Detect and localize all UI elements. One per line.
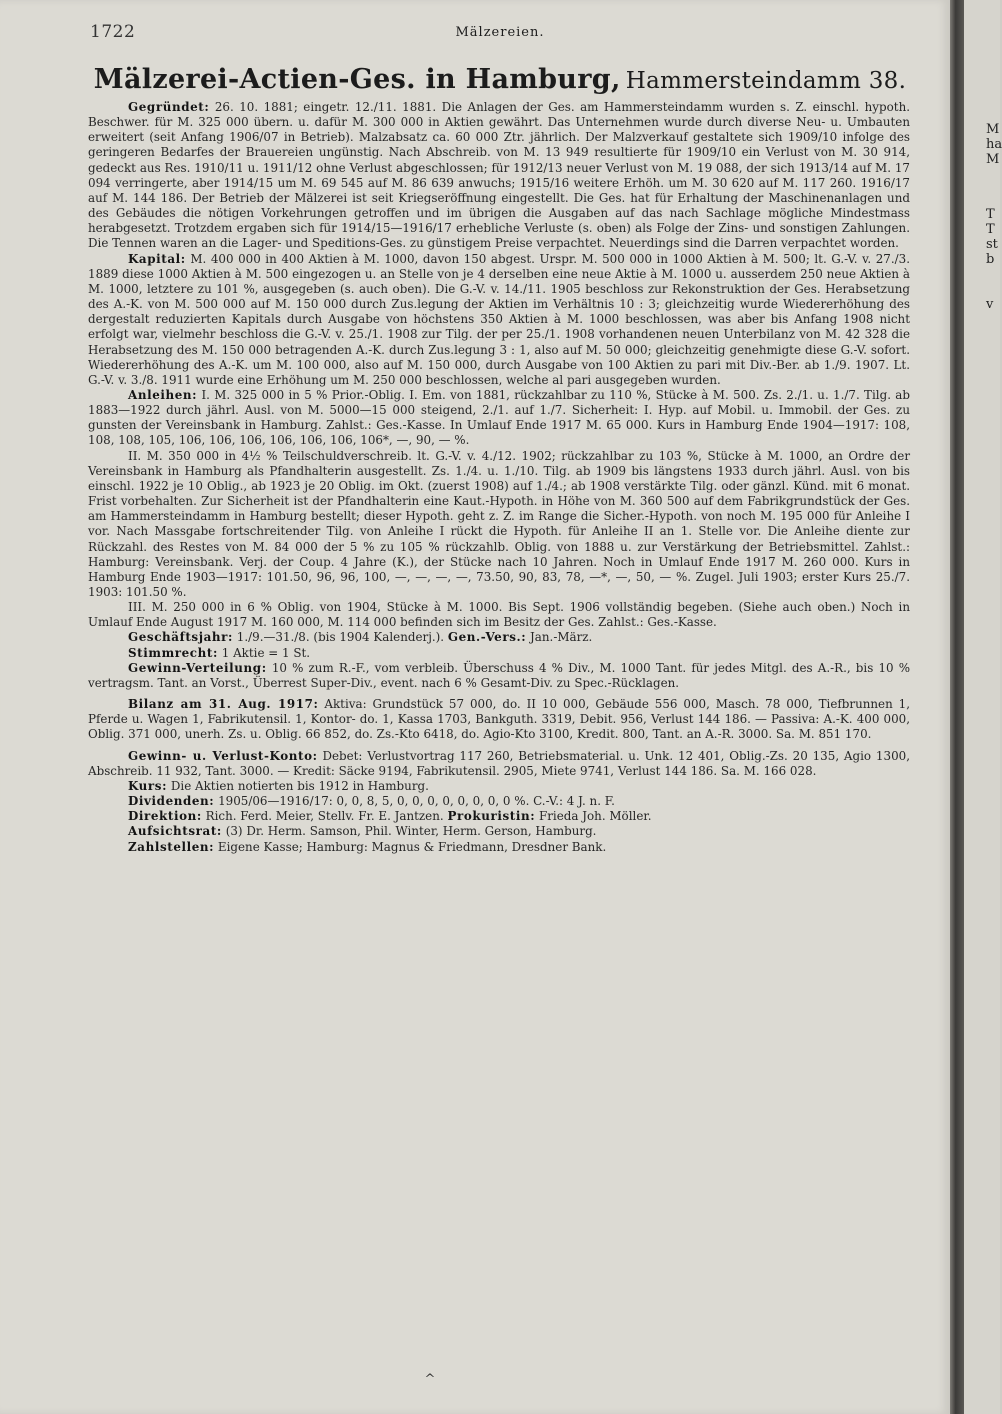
label-direktion: Direktion:: [128, 809, 202, 824]
paragraph-aufsichtsrat: [88, 824, 910, 839]
paragraph-bilanz: [88, 697, 910, 742]
text-guv: Debet: Verlustvortrag 117 260, Betriebsmaterial. u. Unk. 12 401, Oblig.-Zs. 20 135, Agio 1300, Abschreib. 11 932, Tant. 3000. — Kredit: Säcke 9194, Fabrikutensil. 2905, Miete 9741, Verlust 144 186. Sa. M. 166 028.: [88, 748, 910, 778]
label-kurs: Kurs:: [128, 778, 168, 793]
label-zahlstellen: Zahlstellen:: [128, 839, 215, 854]
text-anleihen-1: I. M. 325 000 in 5 % Prior.-Oblig. I. Em. von 1881, rückzahlbar zu 110 %, Stücke à M. 500. Zs. 2./1. u. 1./7. Tilg. ab 1883—1922 durch jährl. Ausl. von M. 5000—15 000 steigend, 2./1. auf 1./7. Sicherheit: I. Hyp. auf Mobil. u. Immobil. der Ges. zu gunsten der Vereinsbank in Hamburg. Zahlst.: Ges.-Kasse. In Umlauf Ende 1917 M. 65 000. Kurs in Hamburg Ende 1904—1917: 108, 108, 108, 105, 106, 106, 106, 106, 106, 106, 106*, —, 90, — %.: [88, 387, 910, 448]
paragraph-anleihen: [88, 388, 910, 449]
section-title: Mälzereien.: [455, 25, 545, 40]
label-aufsichtsrat: Aufsichtsrat:: [128, 824, 222, 839]
page-number: 1722: [90, 22, 136, 42]
paragraph-zahlstellen: [88, 840, 910, 855]
paragraph-gegruendet: [88, 100, 910, 252]
text-gegruendet: 26. 10. 1881; eingetr. 12./11. 1881. Die Anlagen der Ges. am Hammersteindamm wurden s. Z. einschl. hypoth. Beschwer. für M. 325 000 übern. u. dafür M. 300 000 in Aktien gewährt. Das Unternehmen wurde durch diverse Neu- u. Umbauten erweitert (seit Anfang 1906/07 in Betrieb). Malzabsatz ca. 60 000 Ztr. jährlich. Der Malzverkauf gestaltete sich 1909/10 infolge des geringeren Bedarfes der Brauereien ungünstig. Nach Abschreib. von M. 13 949 resultierte für 1909/10 ein Verlust von M. 30 914, gedeckt aus Res. 1910/11 u. 1911/12 ohne Verlust abgeschlossen; für 1912/13 neuer Verlust von M. 19 088, der sich 1913/14 auf M. 17 094 verringerte, aber 1914/15 um M. 69 545 auf M. 86 639 anwuchs; 1915/16 weitere Erhöh. um M. 30 620 auf M. 117 260. 1916/17 auf M. 144 186. Der Betrieb der Mälzerei ist seit Kriegseröffnung eingestellt. Die Ges. hat für Erhaltung der Maschinenanlagen und des Gebäudes die nötigen Vorkehrungen getroffen und im übrigen die Ausgaben auf das nach Sachlage mögliche Mindestmass herabgesetzt. Trotzdem ergaben sich für 1914/15—1916/17 erhebliche Verluste (s. oben) als Folge der Zins- und sonstigen Zahlungen. Die Tennen waren an die Lager- und Speditions-Ges. zu günstigem Preise verpachtet. Neuerdings sind die Darren verpachtet worden.: [88, 100, 911, 251]
label-kapital: Kapital:: [128, 251, 186, 266]
running-header: [90, 22, 910, 44]
text-kapital: M. 400 000 in 400 Aktien à M. 1000, davon 150 abgest. Urspr. M. 500 000 in 1000 Aktien à M. 500; lt. G.-V. v. 27./3. 1889 diese 1000 Aktien à M. 500 eingezogen u. an Stelle von je 4 derselben eine neue Aktie à M. 1000 u. ausserdem 250 neue Aktien à M. 1000, letztere zu 101 %, ausgegeben (s. auch oben). Die G.-V. v. 14./11. 1905 beschloss zur Rekonstruktion der Ges. Herabsetzung des A.-K. von M. 500 000 auf M. 150 000 durch Zus.legung der Aktien im Verhältnis 10 : 3; gleichzeitig wurde Wiedererhöhung des dergestalt reduzierten Kapitals durch Ausgabe von höchstens 350 Aktien à M. 1000 beschlossen, was aber bis Anfang 1908 nicht erfolgt war, vielmehr beschloss die G.-V. v. 25./1. 1908 zur Tilg. der per 25./1. 1908 vorhandenen neuen Unterbilanz von M. 42 328 die Herabsetzung des M. 150 000 betragenden A.-K. durch Zus.legung 3 : 1, also auf M. 50 000; gleichzeitig genehmigte diese G.-V. sofort. Wiedererhöhung des A.-K. um M. 100 000, also auf M. 150 000, durch Ausgabe von 100 Aktien zu pari mit Div.-Ber. ab 1./9. 1907. Lt. G.-V. v. 3./8. 1911 wurde eine Erhöhung um M. 250 000 beschlossen, welche al pari ausgegeben wurden.: [88, 251, 910, 387]
adjacent-fragment: T: [986, 207, 995, 222]
paragraph-stimmrecht: [88, 646, 910, 661]
paragraph-guv: [88, 749, 910, 779]
company-name: Mälzerei-Actien-Ges. in Hamburg,: [93, 64, 621, 95]
paragraph-gewinnverteilung: [88, 661, 910, 691]
label-bilanz: Bilanz am 31. Aug. 1917:: [128, 697, 319, 712]
adjacent-fragment: M: [986, 122, 1000, 137]
adjacent-fragment: st: [986, 237, 998, 252]
paragraph-dividenden: [88, 794, 910, 809]
label-anleihen: Anleihen:: [128, 387, 198, 402]
text-gewinnverteilung: 10 % zum R.-F., vom verbleib. Überschuss 4 % Div., M. 1000 Tant. für jedes Mitgl. des A.-R., bis 10 % vertragsm. Tant. an Vorst., Überrest Super-Div., event. nach 6 % Gesamt-Div. zu Spec.-Rücklagen.: [88, 660, 911, 690]
text-kurs: Die Aktien notierten bis 1912 in Hamburg.: [170, 778, 429, 793]
adjacent-fragment: ha: [986, 137, 1002, 152]
text-zahlstellen: Eigene Kasse; Hamburg: Magnus & Friedmann, Dresdner Bank.: [217, 839, 607, 854]
text-geschaeftsjahr: 1./9.—31./8. (bis 1904 Kalenderj.).: [236, 630, 445, 645]
book-gutter: [950, 0, 964, 1414]
entry-body: [88, 100, 910, 855]
text-stimmrecht: 1 Aktie = 1 St.: [221, 645, 311, 660]
text-anleihen-3: III. M. 250 000 in 6 % Oblig. von 1904, Stücke à M. 1000. Bis Sept. 1906 vollständig begeben. (Siehe auch oben.) Noch in Umlauf Ende August 1917 M. 160 000, M. 114 000 befinden sich im Besitz der Ges. Zahlst.: Ges.-Kasse.: [88, 600, 910, 630]
label-guv: Gewinn- u. Verlust-Konto:: [128, 748, 318, 763]
label-geschaeftsjahr: Geschäftsjahr:: [128, 630, 234, 645]
paragraph-kurs: [88, 779, 910, 794]
adjacent-fragment: M: [986, 152, 1000, 167]
label-stimmrecht: Stimmrecht:: [128, 645, 218, 660]
paragraph-anleihen-2: [88, 449, 910, 601]
adjacent-page-edge: [964, 0, 1000, 1414]
text-dividenden: 1905/06—1916/17: 0, 0, 8, 5, 0, 0, 0, 0, 0, 0, 0, 0 %. C.-V.: 4 J. n. F.: [218, 794, 615, 809]
footer-mark: ^: [424, 1372, 436, 1387]
paragraph-anleihen-3: [88, 600, 910, 630]
text-direktion: Rich. Ferd. Meier, Stellv. Fr. E. Jantzen.: [205, 809, 444, 824]
label-prokuristin: Prokuristin:: [447, 809, 536, 824]
paragraph-geschaeftsjahr: [88, 630, 910, 645]
adjacent-fragment: T: [986, 222, 995, 237]
paragraph-kapital: [88, 252, 910, 388]
label-dividenden: Dividenden:: [128, 794, 215, 809]
company-address: Hammersteindamm 38.: [625, 68, 907, 94]
label-gegruendet: Gegründet:: [128, 100, 210, 114]
text-genvers: Jan.-März.: [530, 630, 593, 645]
text-prokuristin: Frieda Joh. Möller.: [538, 809, 652, 824]
company-heading: [90, 64, 910, 95]
text-anleihen-2: II. M. 350 000 in 4½ % Teilschuldverschreib. lt. G.-V. v. 4./12. 1902; rückzahlbar zu 103 %, Stücke à M. 1000, an Ordre der Vereinsbank in Hamburg als Pfandhalterin ausgestellt. Zs. 1./4. u. 1./10. Tilg. ab 1909 bis längstens 1933 durch jährl. Ausl. von bis einschl. 1922 je 10 Oblig., ab 1923 je 20 Oblig. im Okt. (zuerst 1908) auf 1./4.; ab 1908 verstärkte Tilg. oder gänzl. Künd. mit 6 monat. Frist vorbehalten. Zur Sicherheit ist der Pfandhalterin eine Kaut.-Hypoth. in Höhe von M. 360 500 auf dem Fabrikgrundstück der Ges. am Hammersteindamm in Hamburg bestellt; dieser Hypoth. geht z. Z. im Range die Sicher.-Hypoth. von noch M. 195 000 für Anleihe I vor. Nach Massgabe fortschreitender Tilg. von Anleihe I rückt die Hypoth. für Anleihe II an 1. Stelle vor. Die Anleihe diente zur Rückzahl. des Restes von M. 84 000 der 5 % zu 105 % rückzahlb. Oblig. von 1888 u. zur Verstärkung der Betriebsmittel. Zahlst.: Hamburg: Vereinsbank. Verj. der Coup. 4 Jahre (K.), der Stücke nach 10 Jahren. Noch in Umlauf Ende 1917 M. 260 000. Kurs in Hamburg Ende 1903—1917: 101.50, 96, 96, 100, —, —, —, —, 73.50, 90, 83, 78, —*, —, 50, — %. Zugel. Juli 1903; erster Kurs 25./7. 1903: 101.50 %.: [88, 448, 910, 599]
label-gewinnverteilung: Gewinn-Verteilung:: [128, 660, 267, 675]
adjacent-fragment: b: [986, 252, 995, 267]
adjacent-fragment: v: [986, 297, 994, 312]
text-aufsichtsrat: (3) Dr. Herm. Samson, Phil. Winter, Herm. Gerson, Hamburg.: [225, 824, 597, 839]
paragraph-direktion: [88, 809, 910, 824]
text-bilanz: Aktiva: Grundstück 57 000, do. II 10 000, Gebäude 556 000, Masch. 78 000, Tiefbrunnen 1, Pferde u. Wagen 1, Fabrikutensil. 1, Kontor- do. 1, Kassa 1703, Bankguth. 3319, Debit. 956, Verlust 144 186. — Passiva: A.-K. 400 000, Oblig. 371 000, unerh. Zs. u. Oblig. 66 852, do. Zs.-Kto 6418, do. Agio-Kto 3100, Kredit. 800, Tant. an A.-R. 3000. Sa. M. 851 170.: [88, 697, 910, 742]
label-genvers: Gen.-Vers.:: [447, 630, 527, 645]
